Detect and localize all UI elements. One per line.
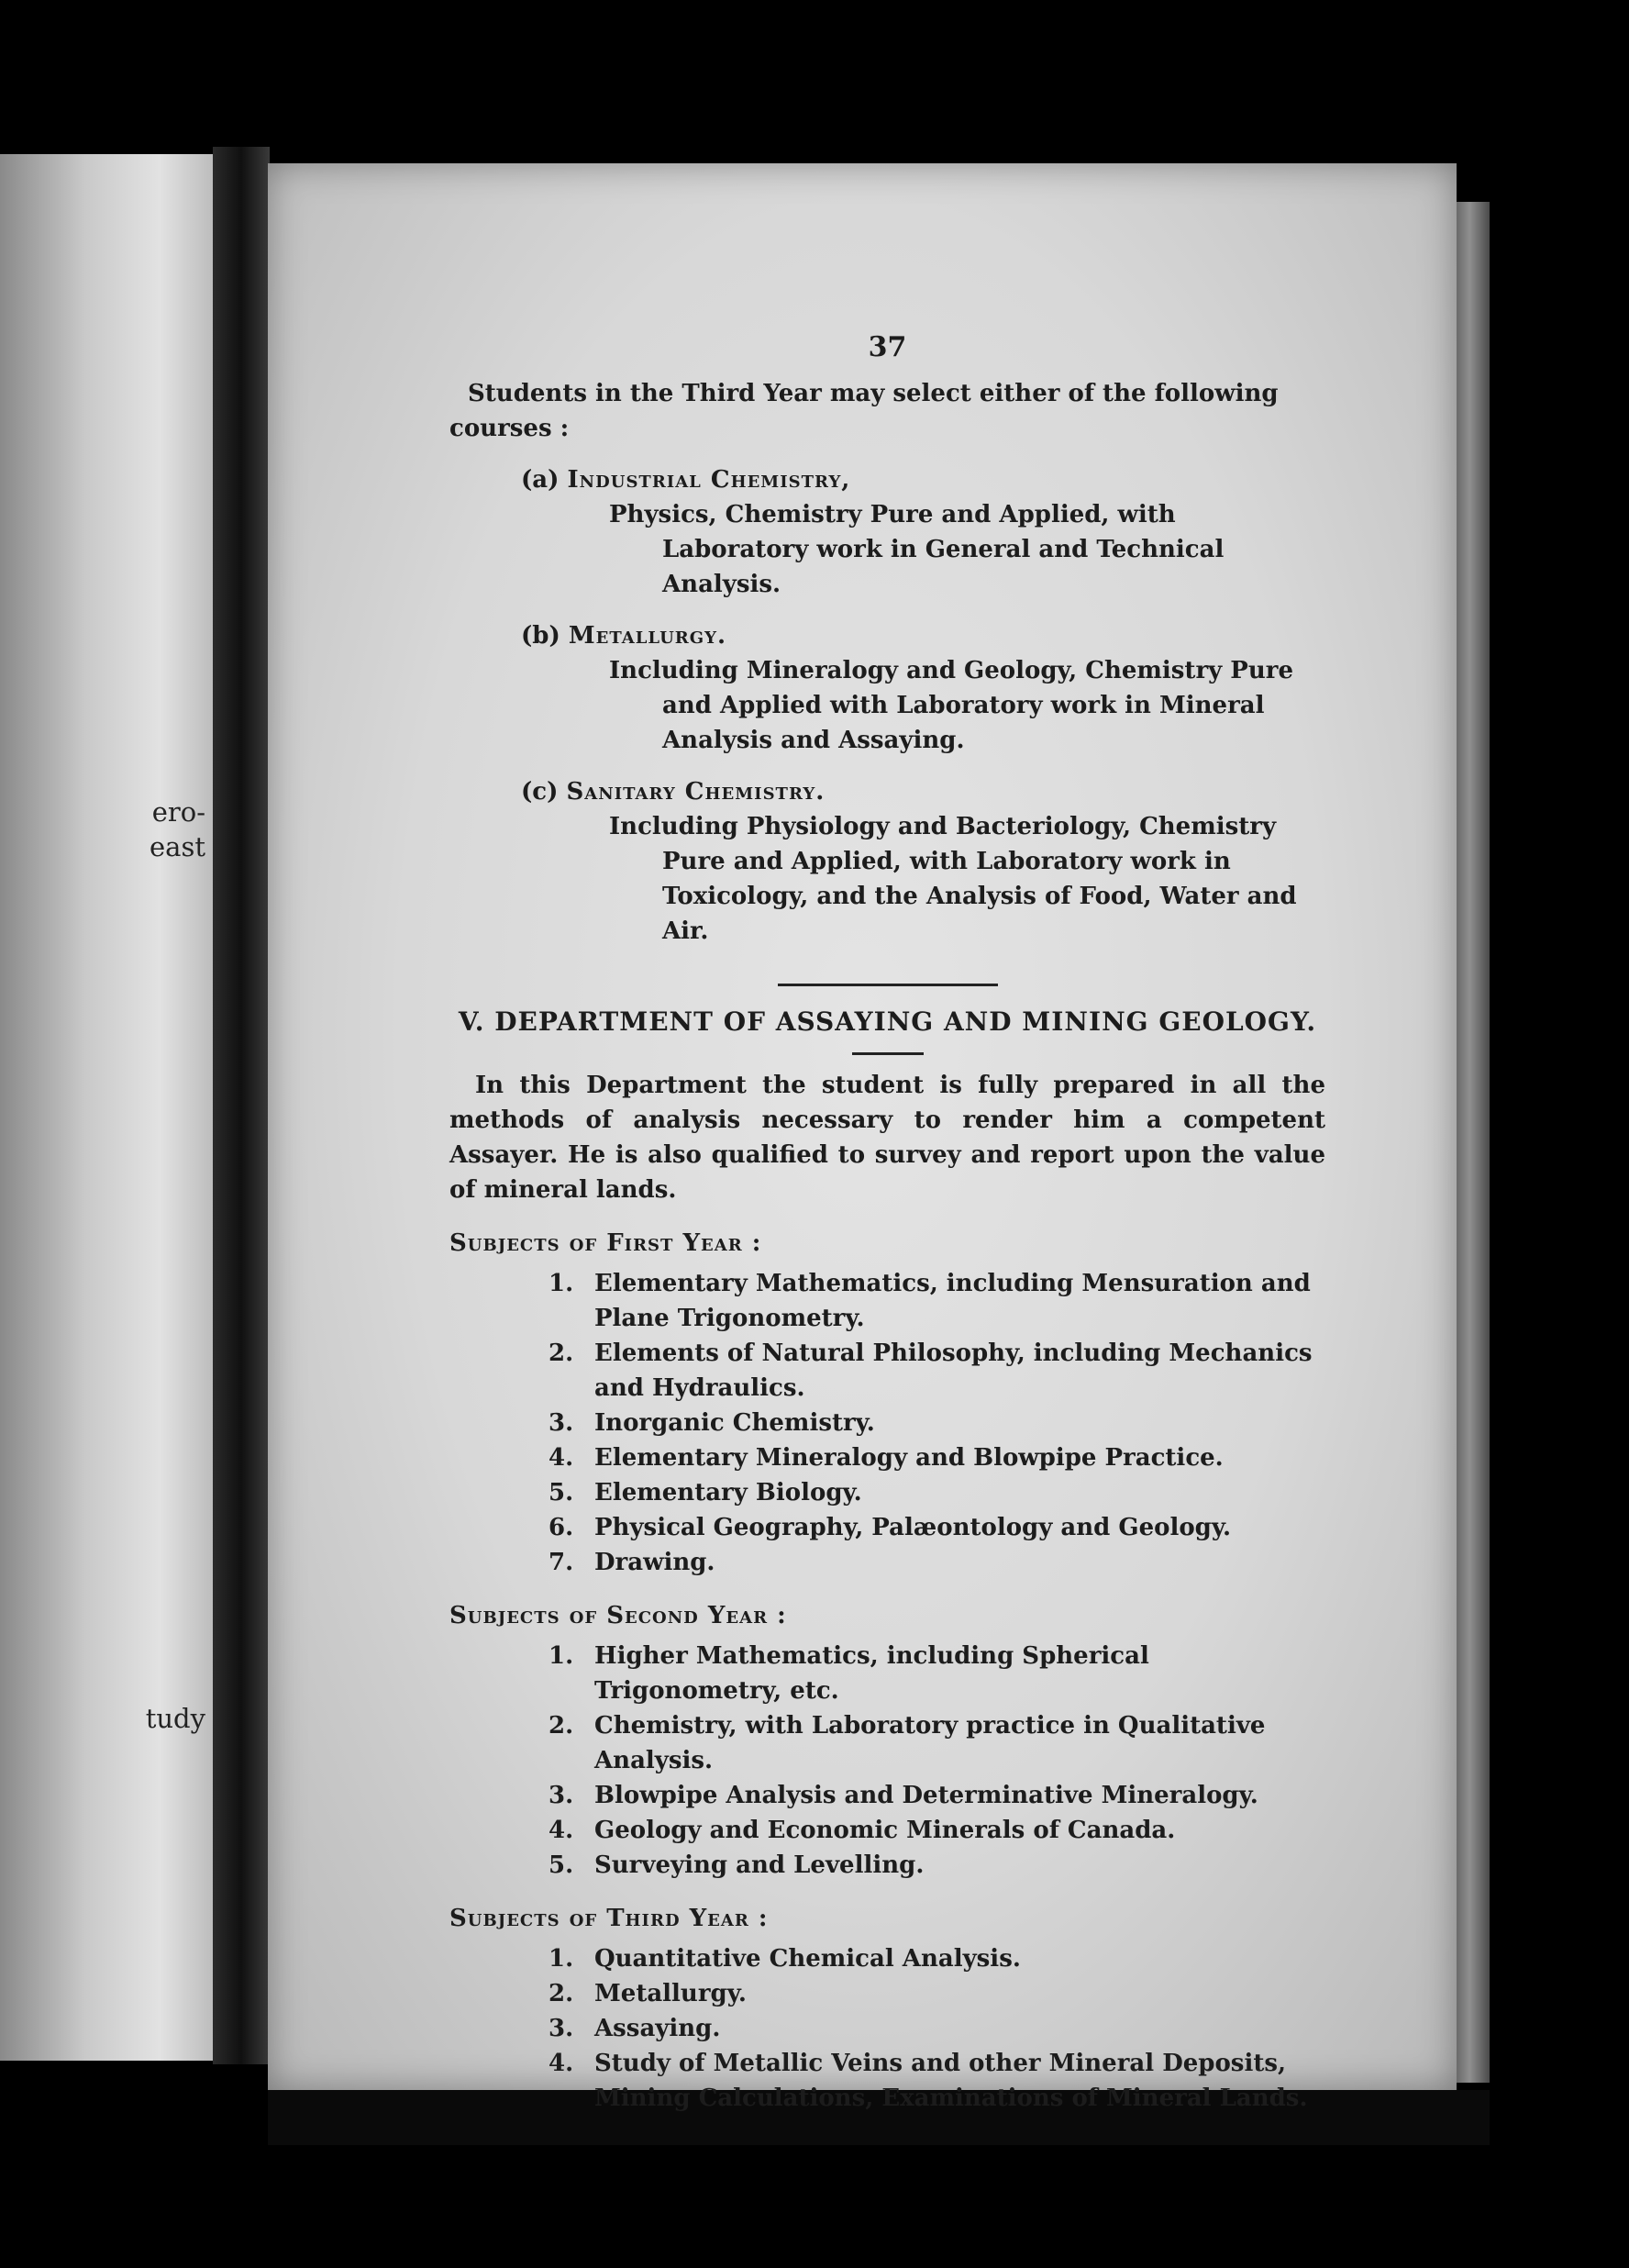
option-title: Metallurgy. bbox=[568, 622, 726, 650]
subject-text: Inorganic Chemistry. bbox=[594, 1409, 875, 1437]
subject-number: 1. bbox=[549, 1270, 574, 1297]
courses-intro: Students in the Third Year may select either of the following courses : bbox=[449, 380, 1279, 442]
subject-item bbox=[449, 1813, 1325, 1848]
year-section bbox=[449, 1901, 1325, 2116]
year-heading: Subjects of Second Year : bbox=[449, 1602, 787, 1629]
subject-number: 2. bbox=[549, 1712, 574, 1740]
subject-number: 2. bbox=[549, 1340, 574, 1367]
option-body: Including Physiology and Bacteriology, Chemistry Pure and Applied, with Laboratory work in Toxicology, and the Analysis of Food, Water and Air. bbox=[609, 813, 1297, 945]
left-page-fragment: east bbox=[150, 831, 205, 862]
year-heading: Subjects of Third Year : bbox=[449, 1905, 769, 1932]
subject-text: Higher Mathematics, including Spherical Trigonometry, etc. bbox=[594, 1642, 1149, 1705]
subject-number: 1. bbox=[549, 1642, 574, 1670]
course-option bbox=[449, 618, 1325, 758]
subject-item bbox=[449, 1475, 1325, 1510]
subject-text: Quantitative Chemical Analysis. bbox=[594, 1945, 1021, 1973]
subject-number: 4. bbox=[549, 1444, 574, 1472]
subject-text: Chemistry, with Laboratory practice in Qualitative Analysis. bbox=[594, 1712, 1266, 1774]
subject-item bbox=[449, 1848, 1325, 1883]
option-marker: (b) bbox=[521, 622, 560, 650]
subject-item bbox=[449, 1778, 1325, 1813]
subject-number: 2. bbox=[549, 1980, 574, 2007]
option-body: Physics, Chemistry Pure and Applied, with Laboratory work in General and Technical Analysis. bbox=[609, 501, 1225, 598]
subject-list bbox=[449, 1941, 1325, 2116]
subject-text: Elementary Biology. bbox=[594, 1479, 862, 1506]
page-number: 37 bbox=[868, 331, 907, 363]
subject-list bbox=[449, 1266, 1325, 1580]
subject-item bbox=[449, 1545, 1325, 1580]
subject-item bbox=[449, 2046, 1325, 2116]
subject-number: 1. bbox=[549, 1945, 574, 1973]
subject-text: Elements of Natural Philosophy, including Mechanics and Hydraulics. bbox=[594, 1340, 1313, 1402]
department-title: V. DEPARTMENT OF ASSAYING AND MINING GEOLOGY. bbox=[458, 1006, 1317, 1037]
subject-text: Elementary Mineralogy and Blowpipe Practice. bbox=[594, 1444, 1224, 1472]
subject-item bbox=[449, 1639, 1325, 1708]
option-title: Sanitary Chemistry. bbox=[566, 778, 826, 806]
year-section bbox=[449, 1598, 1325, 1883]
section-divider bbox=[778, 984, 998, 986]
subject-item bbox=[449, 1510, 1325, 1545]
year-heading: Subjects of First Year : bbox=[449, 1229, 762, 1257]
course-option bbox=[449, 774, 1325, 949]
subject-item bbox=[449, 2011, 1325, 2046]
subject-list bbox=[449, 1639, 1325, 1883]
title-underline bbox=[852, 1052, 924, 1055]
subject-text: Assaying. bbox=[594, 2015, 721, 2042]
department-description: In this Department the student is fully prepared in all the methods of analysis necessary to render him a competent Assayer. He is also qualified to survey and report upon the value of mineral lands. bbox=[449, 1072, 1325, 1204]
subject-number: 5. bbox=[549, 1479, 574, 1506]
course-option bbox=[449, 462, 1325, 602]
option-body: Including Mineralogy and Geology, Chemistry Pure and Applied with Laboratory work in Mineral Analysis and Assaying. bbox=[609, 657, 1293, 754]
subject-item bbox=[449, 1406, 1325, 1440]
option-marker: (c) bbox=[521, 778, 559, 806]
subject-number: 4. bbox=[549, 2050, 574, 2077]
subject-number: 7. bbox=[549, 1549, 574, 1576]
subject-item bbox=[449, 1336, 1325, 1406]
page-content bbox=[449, 330, 1325, 2116]
subject-text: Physical Geography, Palæontology and Geology. bbox=[594, 1514, 1232, 1541]
left-page bbox=[0, 154, 213, 2061]
subject-text: Blowpipe Analysis and Determinative Mineralogy. bbox=[594, 1782, 1258, 1809]
subject-item bbox=[449, 1976, 1325, 2011]
subject-number: 4. bbox=[549, 1817, 574, 1844]
subject-text: Metallurgy. bbox=[594, 1980, 747, 2007]
subject-item bbox=[449, 1708, 1325, 1778]
left-page-fragment: tudy bbox=[145, 1703, 205, 1734]
subject-number: 3. bbox=[549, 2015, 574, 2042]
option-marker: (a) bbox=[521, 466, 560, 494]
subject-number: 6. bbox=[549, 1514, 574, 1541]
subject-text: Study of Metallic Veins and other Mineral Deposits, Mining Calculations, Examinations of Mineral Lands. bbox=[594, 2050, 1308, 2112]
subject-number: 3. bbox=[549, 1409, 574, 1437]
subject-text: Surveying and Levelling. bbox=[594, 1851, 925, 1879]
subject-item bbox=[449, 1440, 1325, 1475]
subject-number: 3. bbox=[549, 1782, 574, 1809]
year-section bbox=[449, 1226, 1325, 1580]
subject-text: Geology and Economic Minerals of Canada. bbox=[594, 1817, 1176, 1844]
left-page-fragment: ero- bbox=[151, 796, 205, 828]
subject-number: 5. bbox=[549, 1851, 574, 1879]
subject-text: Elementary Mathematics, including Mensuration and Plane Trigonometry. bbox=[594, 1270, 1311, 1332]
book-spine bbox=[213, 147, 270, 2064]
subject-item bbox=[449, 1266, 1325, 1336]
subject-text: Drawing. bbox=[594, 1549, 715, 1576]
page-edge bbox=[1457, 202, 1490, 2083]
option-title: Industrial Chemistry, bbox=[567, 466, 851, 494]
subject-item bbox=[449, 1941, 1325, 1976]
